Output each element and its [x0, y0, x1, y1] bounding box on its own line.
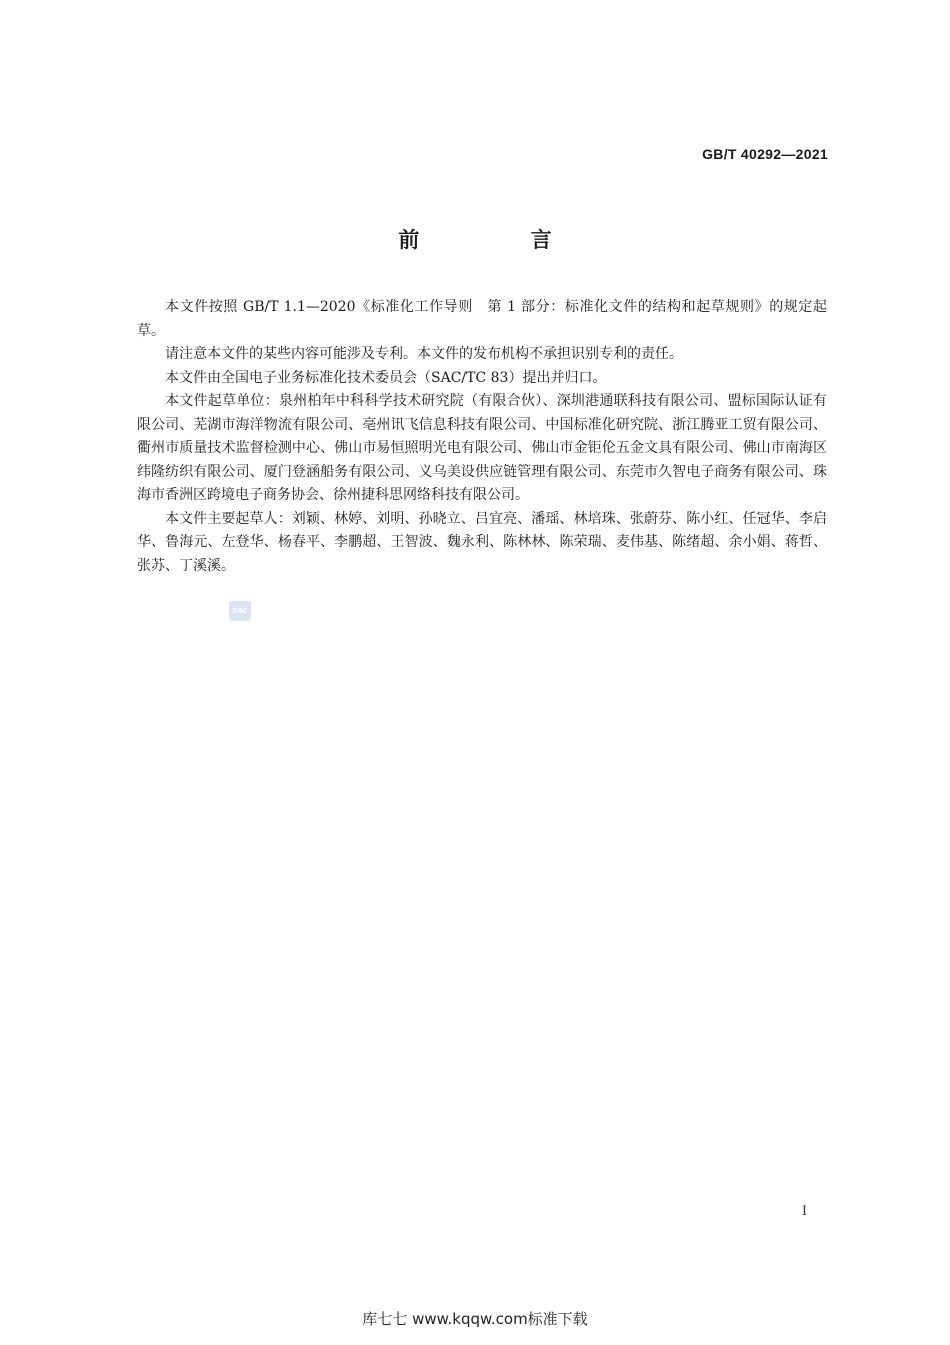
footer-link[interactable]: 库七七 www.kqqw.com标准下载: [362, 1310, 588, 1328]
paragraph-patent-notice: 请注意本文件的某些内容可能涉及专利。本文件的发布机构不承担识别专利的责任。: [165, 346, 683, 362]
page-title: 前 言: [398, 228, 604, 252]
paragraph-proposer: 本文件由全国电子业务标准化技术委员会（SAC/TC 83）提出并归口。: [165, 369, 607, 386]
standard-number: GB/T 40292—2021: [702, 146, 828, 162]
sac-logo-icon: SAC: [229, 601, 251, 621]
paragraph-drafters: 本文件主要起草人：刘颖、林婷、刘明、孙晓立、吕宜亮、潘瑶、林培珠、张蔚芬、陈小红、任冠华、李启华、鲁海元、左登华、杨春平、李鹏超、王智波、魏永利、陈林林、陈荣瑞、麦伟基、陈绪超、余小娟、蒋哲、张苏、丁溪溪。: [137, 510, 827, 574]
paragraph-drafting-units: 本文件起草单位：泉州柏年中科科学技术研究院（有限合伙）、深圳港通联科技有限公司、盟标国际认证有限公司、芜湖市海洋物流有限公司、亳州讯飞信息科技有限公司、中国标准化研究院、浙江腾亚工贸有限公司、衢州市质量技术监督检测中心、佛山市易恒照明光电有限公司、佛山市金钜伦五金文具有限公司、佛山市南海区纬隆纺织有限公司、厦门登涵船务有限公司、义乌美设供应链管理有限公司、东莞市久智电子商务有限公司、珠海市香洲区跨境电子商务协会、徐州捷科思网络科技有限公司。: [137, 393, 827, 503]
document-body: [137, 296, 827, 578]
paragraph-drafting-rules: 本文件按照 GB/T 1.1—2020《标准化工作导则 第 1 部分：标准化文件的结构和起草规则》的规定起草。: [137, 299, 827, 339]
page-number: I: [801, 1204, 807, 1219]
